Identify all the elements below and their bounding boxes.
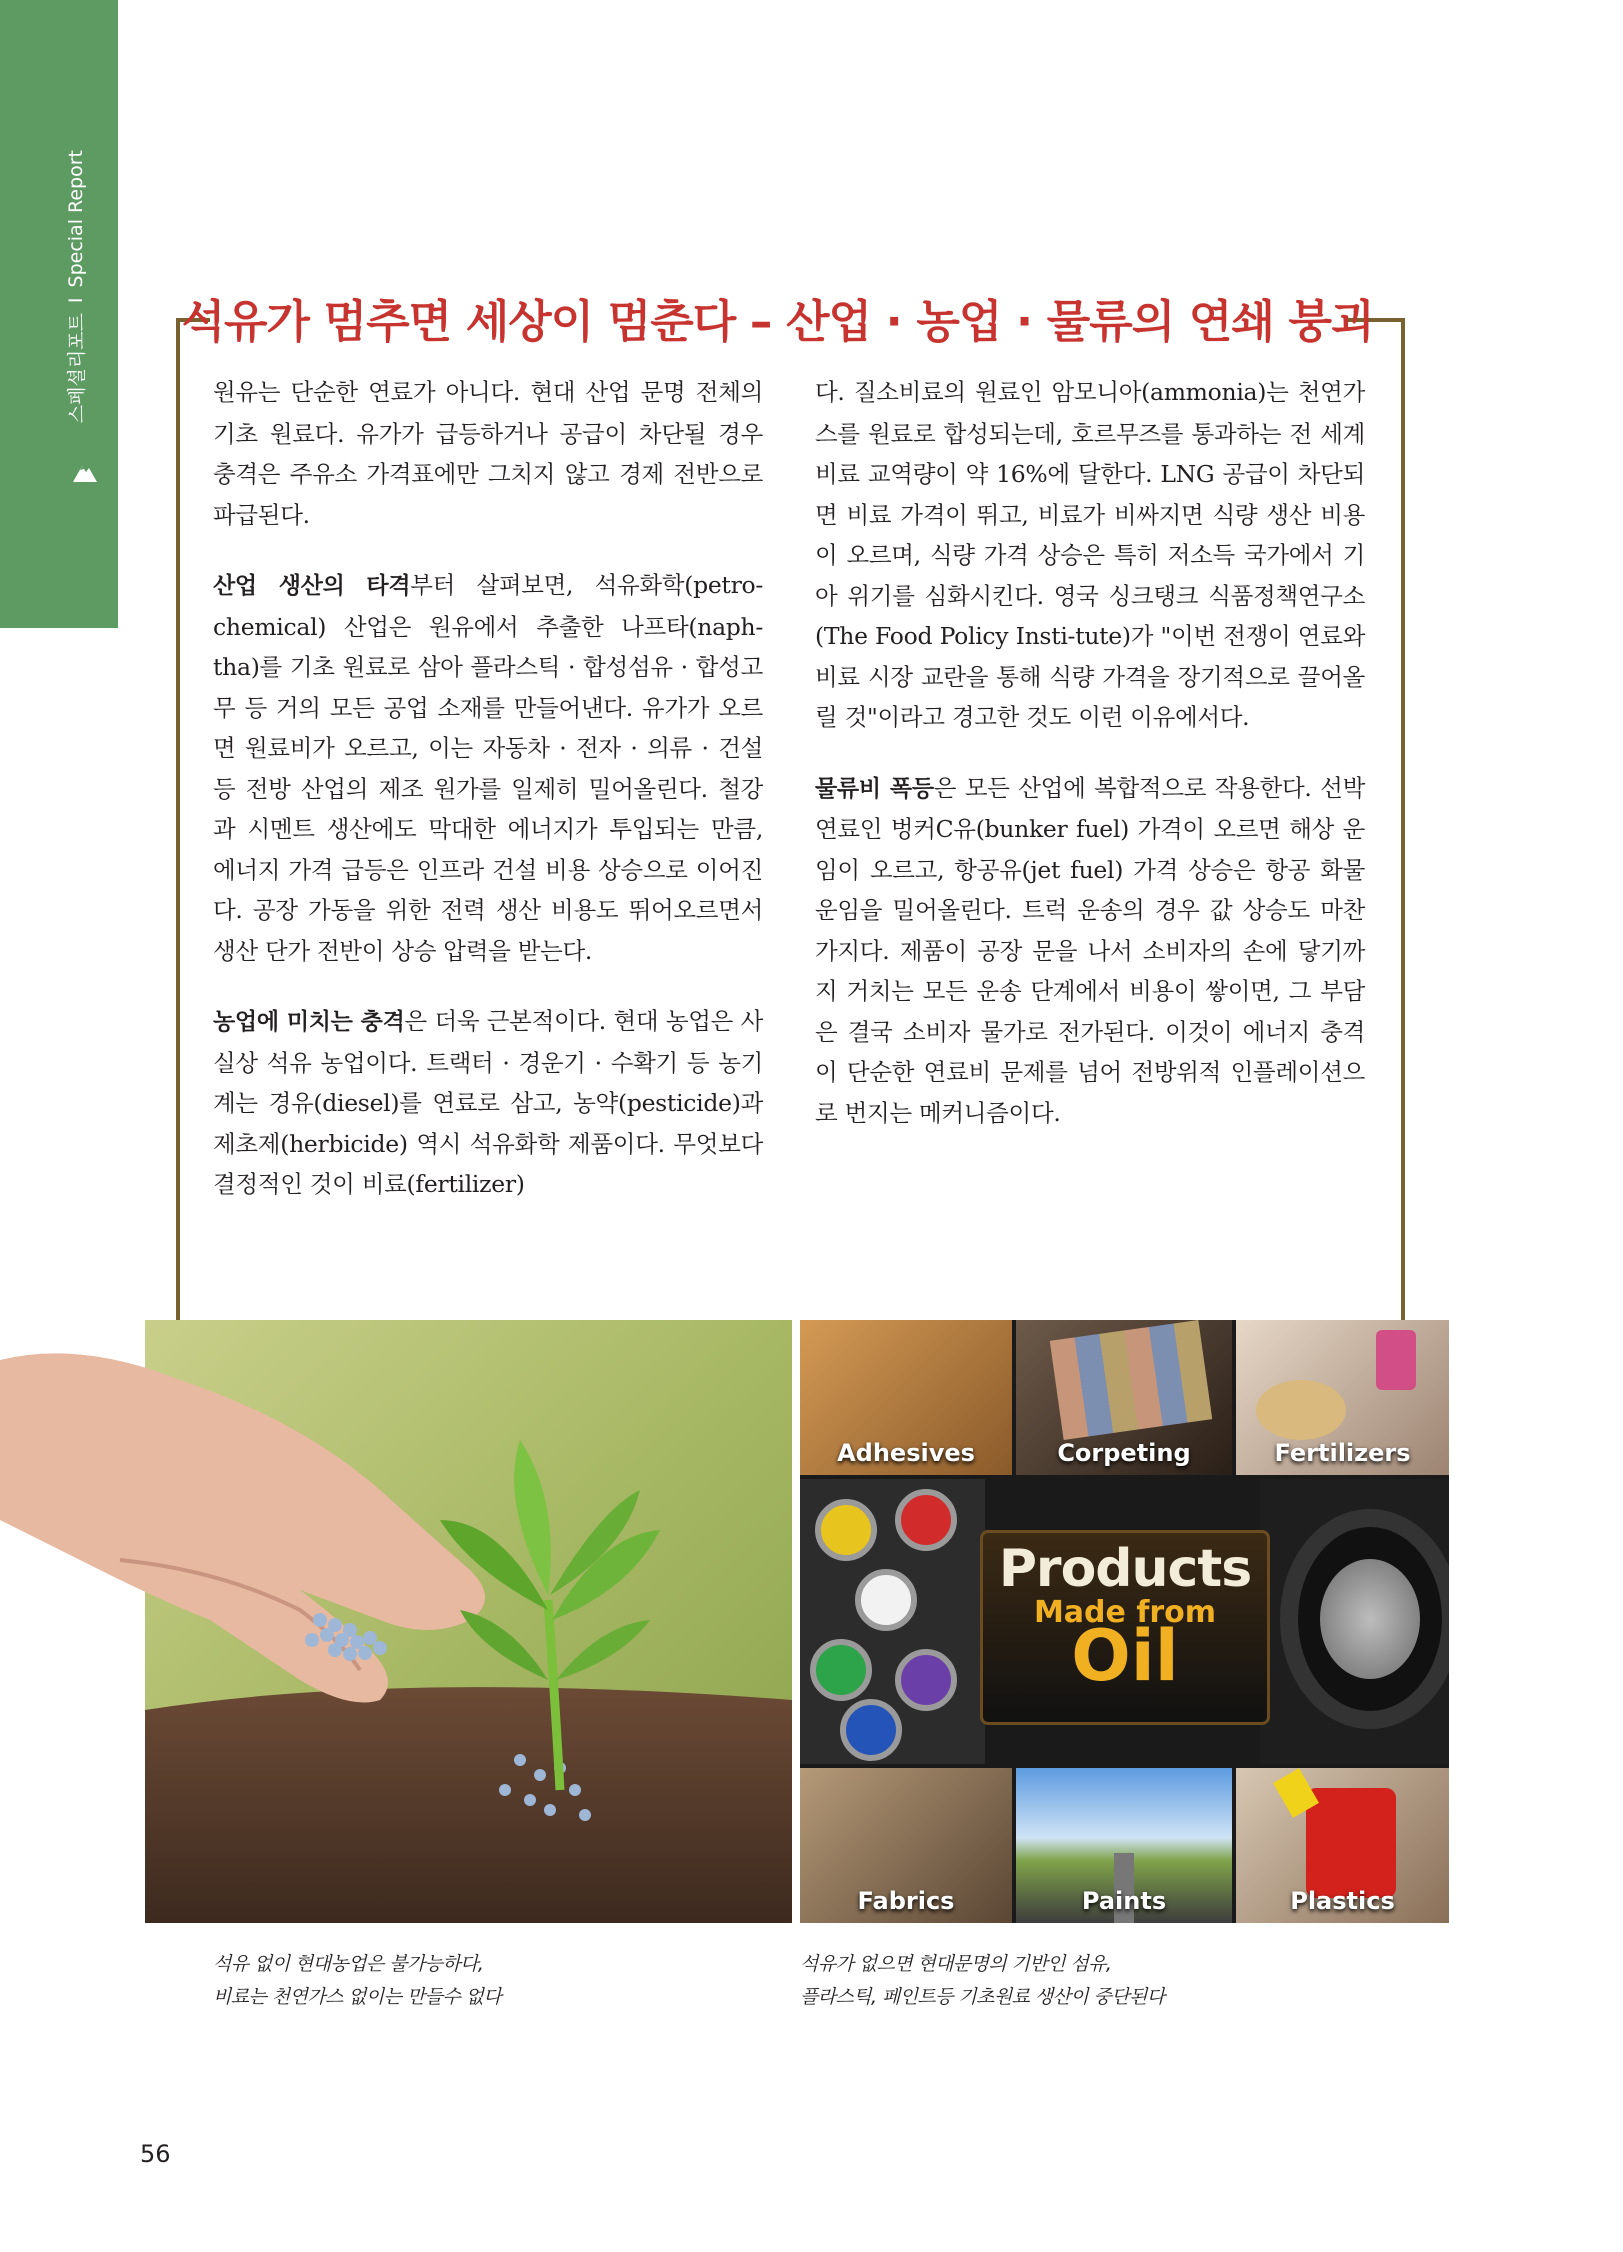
paragraph: 물류비 폭등은 모든 산업에 복합적으로 작용한다. 선박 연료인 벙커C유(bunker fuel) 가격이 오르면 해상 운임이 오르고, 항공유(jet fuel) 가격 상승은 항공 화물 운임을 밀어올린다. 트럭 운송의 경우 값 상승도 마찬가지다. 제품이 공장 문을 나서 소비자의 손에 닿기까지 거치는 모든 운송 단계에서 비용이 쌓이면, 그 부담은 결국 소비자 물가로 전가된다. 이것이 에너지 충격이 단순한 연료비 문제를 넘어 전방위적 인플레이션으로 번지는 메커니즘이다.	[815, 773, 1365, 1127]
paragraph: 다. 질소비료의 원료인 암모니아(ammonia)는 천연가스를 원료로 합성되는데, 호르무즈를 통과하는 전 세계 비료 교역량이 약 16%에 달한다. LNG 공급이 차단되면 비료 가격이 뛰고, 비료가 비싸지면 식량 생산 비용이 오르며, 식량 가격 상승은 특히 저소득 국가에서 기아 위기를 심화시킨다. 영국 싱크탱크 식품정책연구소(The Food Policy Insti-tute)가 "이번 전쟁이 연료와 비료 시장 교란을 통해 식량 가격을 장기적으로 끌어올릴 것"이라고 경고한 것도 이런 이유에서다.	[815, 378, 1365, 731]
article-title: 석유가 멈추면 세상이 멈춘다 – 산업 · 농업 · 물류의 연쇄 붕괴	[181, 294, 1374, 348]
tile-label: Adhesives	[837, 1439, 975, 1467]
tile-label: Corpeting	[1057, 1439, 1191, 1467]
tile-label: Plastics	[1290, 1887, 1395, 1915]
fertilizers-tile	[1236, 1320, 1449, 1475]
tile-label: Fabrics	[857, 1887, 955, 1915]
section-divider: I	[64, 297, 87, 304]
paragraph: 원유는 단순한 연료가 아니다. 현대 산업 문명 전체의 기초 원료다. 유가가 급등하거나 공급이 차단될 경우 충격은 주유소 가격표에만 그치지 않고 경제 전반으로 파급된다.	[213, 378, 763, 529]
adhesives-tile	[800, 1320, 1012, 1475]
paragraph: 산업 생산의 타격부터 살펴보면, 석유화학(petro-chemical) 산업은 원유에서 추출한 나프타(naph-tha)를 기초 원료로 삼아 플라스틱 · 합성섬유 · 합성고무 등 거의 모든 공업 소재를 만들어낸다. 유가가 오르면 원료비가 오르고, 이는 자동차 · 전자 · 의류 · 건설 등 전방 산업의 제조 원가를 일제히 밀어올린다. 철강과 시멘트 생산에도 막대한 에너지가 투입되는 만큼, 에너지 가격 급등은 인프라 건설 비용 상승으로 이어진다. 공장 가동을 위한 전력 생산 비용도 뛰어오르면서 생산 단가 전반이 상승 압력을 받는다.	[213, 571, 763, 965]
tile-label: Paints	[1081, 1887, 1167, 1915]
left-photo-caption	[213, 1948, 501, 2014]
article-right-column	[815, 372, 1365, 1163]
oil-products-infographic	[800, 1320, 1449, 1923]
right-photo-caption	[800, 1948, 1165, 2014]
badge-products: Products	[998, 1539, 1252, 1599]
paragraph-lead: 산업 생산의 타격	[213, 573, 411, 599]
section-label-en: Special Report	[64, 150, 87, 288]
paint-cans-tile	[800, 1479, 985, 1764]
paragraph-lead: 물류비 폭등	[815, 775, 934, 802]
caption-line: 석유 없이 현대농업은 불가능하다,	[213, 1953, 484, 1975]
paints-tile	[1016, 1768, 1232, 1923]
section-label-ko: 스페셜리포트	[66, 313, 88, 424]
paragraph-lead: 농업에 미치는 충격	[213, 1009, 405, 1035]
tile-label: Fertilizers	[1274, 1439, 1411, 1467]
badge-oil: Oil	[1071, 1615, 1179, 1697]
mountain-icon	[72, 458, 98, 484]
paragraph: 농업에 미치는 충격은 더욱 근본적이다. 현대 농업은 사실상 석유 농업이다. 트랙터 · 경운기 · 수확기 등 농기계는 경유(diesel)를 연료로 삼고, 농약(pesticide)과 제초제(herbicide) 역시 석유화학 제품이다. 무엇보다 결정적인 것이 비료(fertilizer)	[213, 1007, 763, 1198]
carpeting-tile	[1016, 1320, 1232, 1475]
article-left-column	[213, 372, 763, 1235]
badge-made-from: Made from	[1033, 1595, 1217, 1630]
article-title-bar	[181, 282, 1374, 352]
caption-line: 플라스틱, 페인트등 기초원료 생산이 중단된다	[800, 1986, 1165, 2008]
tire-tile	[1260, 1479, 1449, 1764]
caption-line: 비료는 천연가스 없이는 만들수 없다	[213, 1986, 502, 2008]
products-made-from-oil-badge	[980, 1530, 1270, 1725]
fertilizer-photo	[0, 1320, 792, 1923]
section-sidebar	[0, 0, 118, 628]
fabrics-tile	[800, 1768, 1012, 1923]
page-number: 56	[140, 2140, 171, 2168]
caption-line: 석유가 없으면 현대문명의 기반인 섬유,	[800, 1953, 1112, 1975]
plastics-tile	[1236, 1768, 1449, 1923]
